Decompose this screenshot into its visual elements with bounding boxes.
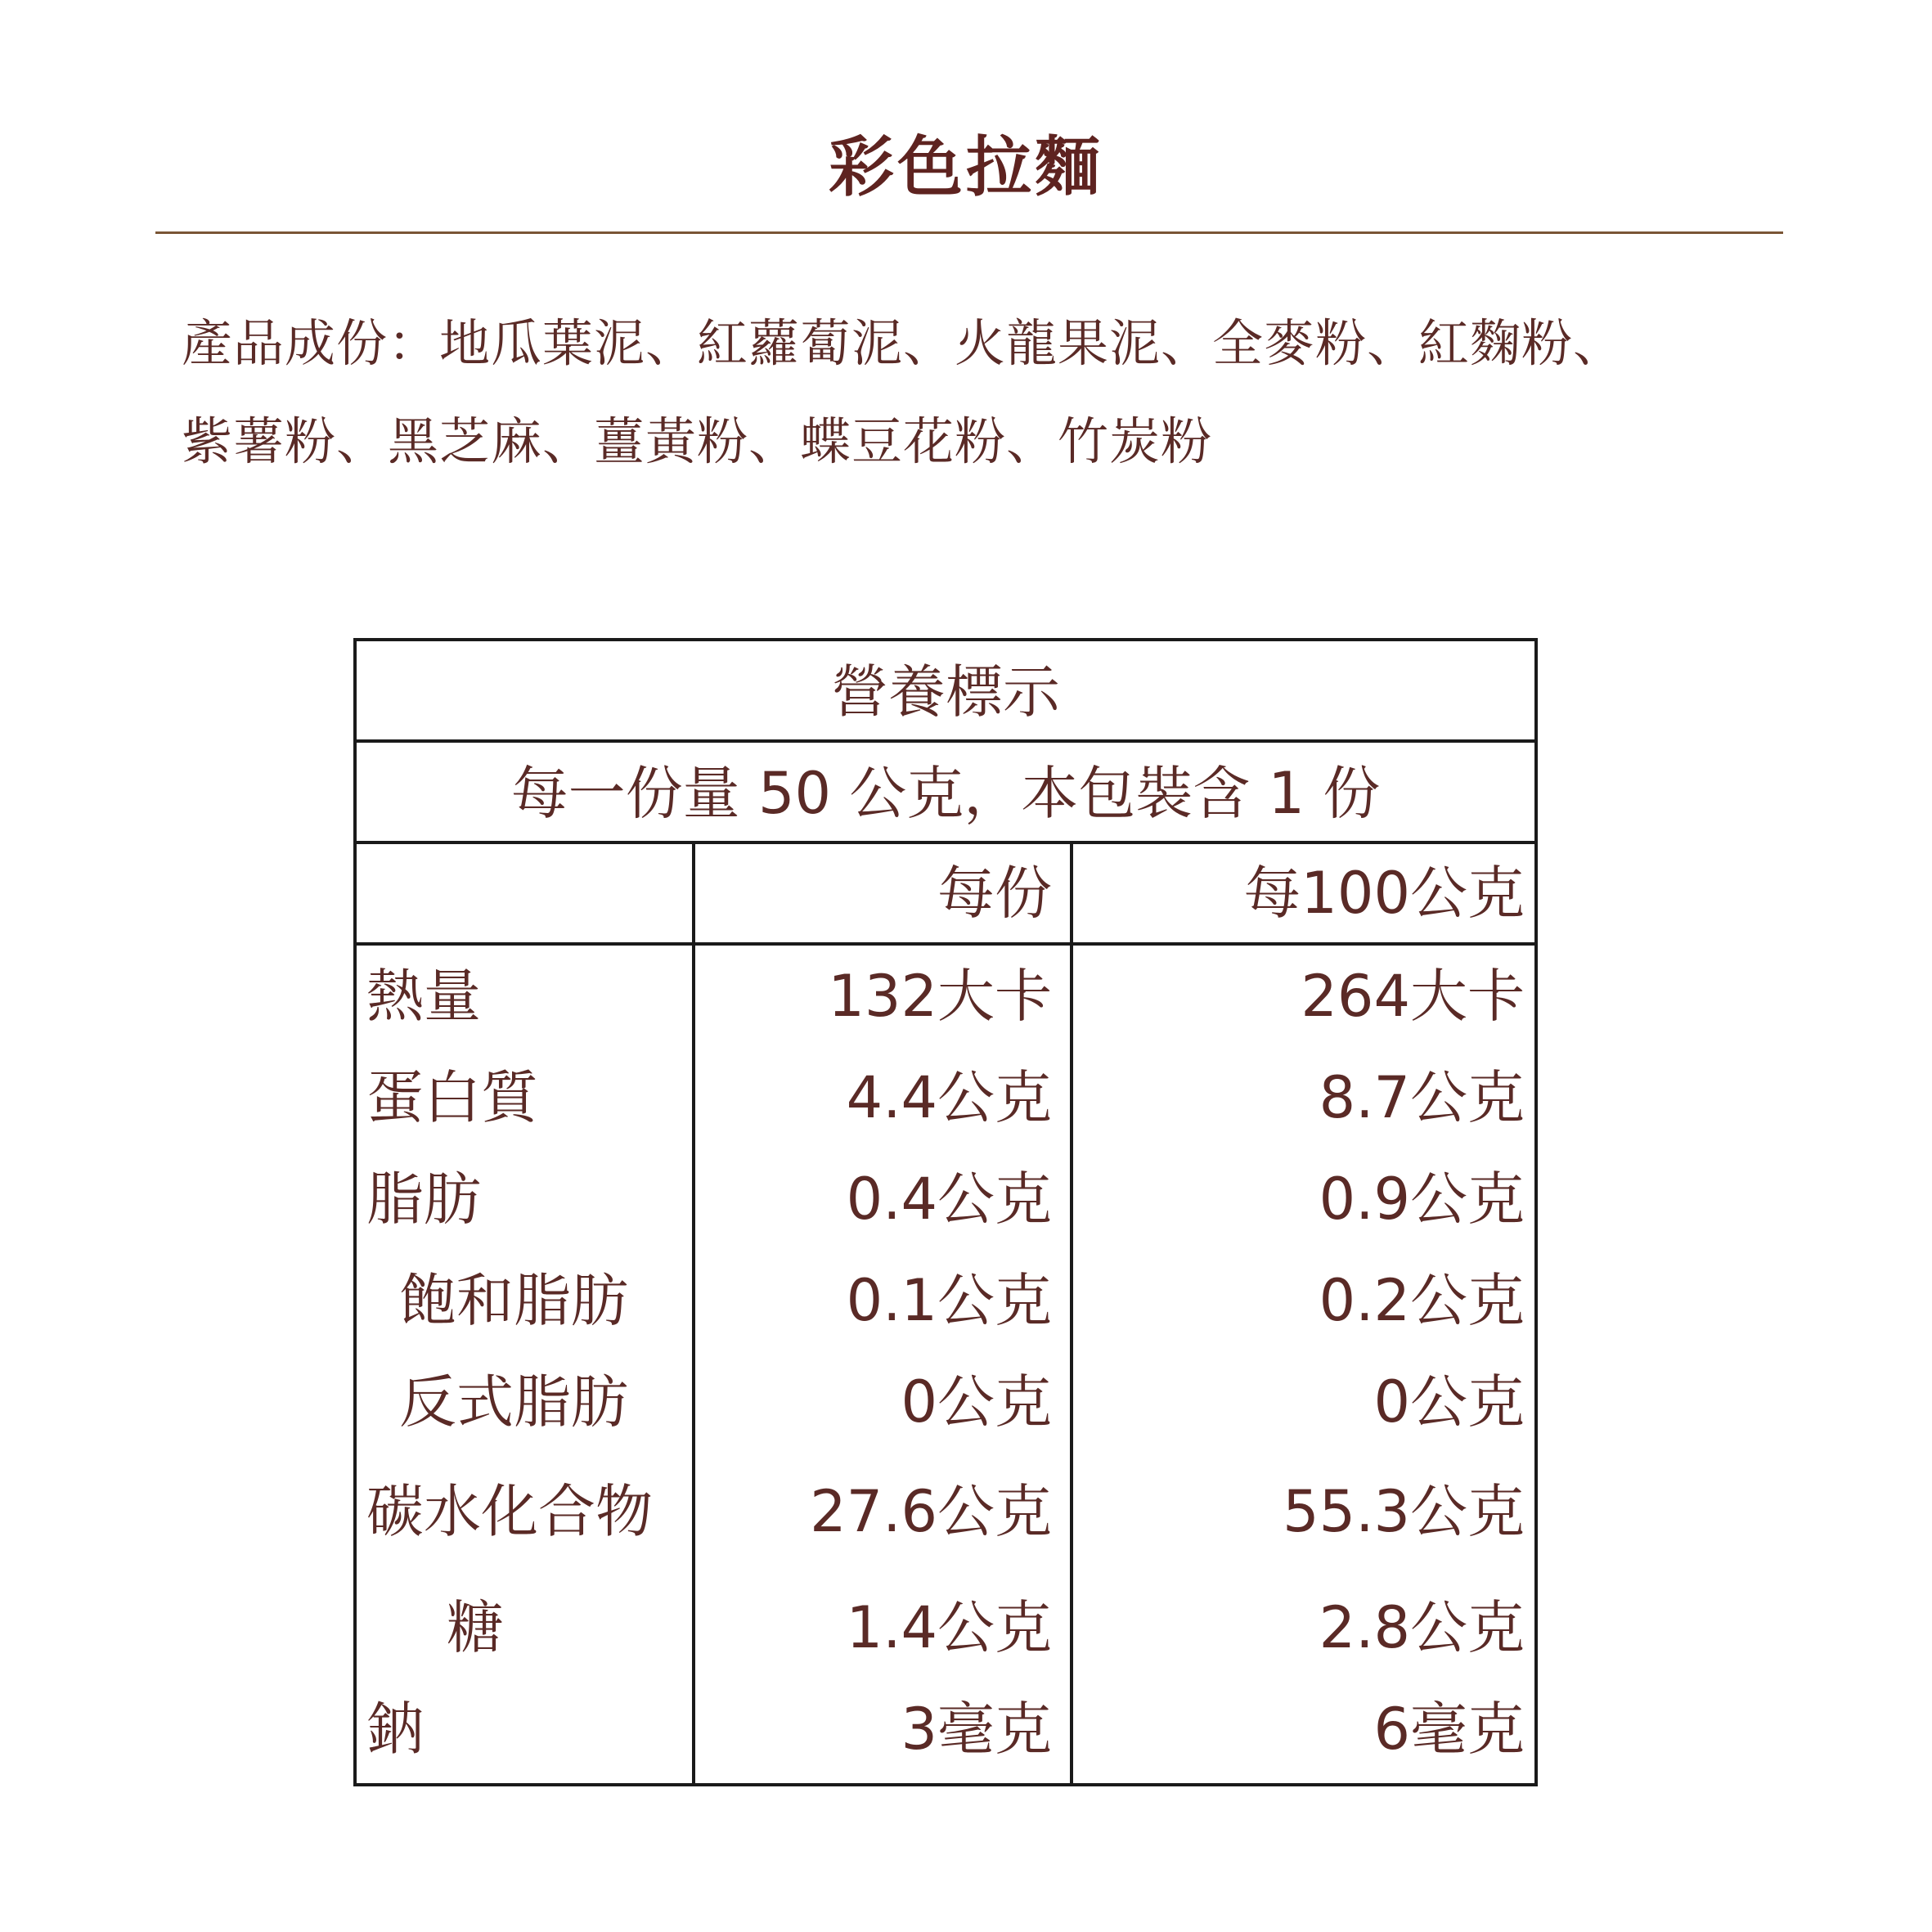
- nutrient-name: 飽和脂肪: [399, 1267, 628, 1334]
- table-row: [357, 1250, 1534, 1351]
- serving-info: 每一份量 50 公克，本包裝含 1 份: [357, 743, 1534, 844]
- value-per-serving: 3毫克: [901, 1696, 1052, 1763]
- table-row: [357, 1148, 1534, 1250]
- nutrition-table: [353, 638, 1538, 1786]
- nutrient-name: 碳水化合物: [366, 1478, 653, 1545]
- value-per-serving: 132大卡: [828, 963, 1052, 1030]
- table-row: [357, 946, 1534, 1047]
- nutrition-heading: 營養標示: [357, 641, 1534, 743]
- value-per-100g: 2.8公克: [1319, 1594, 1525, 1661]
- value-per-serving: 0公克: [901, 1368, 1052, 1436]
- value-per-100g: 6毫克: [1373, 1696, 1525, 1763]
- table-row: [357, 1461, 1534, 1562]
- value-per-serving: 27.6公克: [810, 1478, 1052, 1545]
- nutrient-name: 鈉: [366, 1696, 424, 1763]
- table-row: [357, 1577, 1534, 1678]
- nutrient-name: 熱量: [366, 963, 481, 1030]
- value-per-100g: 264大卡: [1301, 963, 1525, 1030]
- nutrient-name: 蛋白質: [366, 1064, 538, 1131]
- value-per-100g: 8.7公克: [1319, 1064, 1525, 1131]
- value-per-100g: 0.2公克: [1319, 1267, 1525, 1334]
- title-divider: [155, 231, 1783, 234]
- value-per-serving: 0.4公克: [846, 1166, 1052, 1233]
- value-per-serving: 0.1公克: [846, 1267, 1052, 1334]
- ingredients-line-1: 產品成份：地瓜葉泥、紅蘿蔔泥、火龍果泥、全麥粉、紅麴粉、: [182, 313, 1625, 373]
- value-per-serving: 1.4公克: [846, 1594, 1052, 1661]
- column-header-per-serving: 每份: [937, 860, 1052, 927]
- ingredients-text: [182, 294, 1752, 491]
- nutrient-name: 反式脂肪: [399, 1368, 628, 1436]
- value-per-100g: 55.3公克: [1283, 1478, 1525, 1545]
- table-row: [357, 1047, 1534, 1148]
- value-per-100g: 0公克: [1373, 1368, 1525, 1436]
- ingredients-line-2: 紫薯粉、黑芝麻、薑黃粉、蝶豆花粉、竹炭粉: [182, 411, 1213, 471]
- table-row: [357, 1351, 1534, 1453]
- value-per-serving: 4.4公克: [846, 1064, 1052, 1131]
- table-row: [357, 1678, 1534, 1780]
- column-header-per-100g: 每100公克: [1243, 860, 1525, 927]
- nutrient-name: 糖: [447, 1594, 504, 1661]
- value-per-100g: 0.9公克: [1319, 1166, 1525, 1233]
- product-title: 彩色拉麵: [829, 129, 1103, 205]
- nutrient-name: 脂肪: [366, 1166, 481, 1233]
